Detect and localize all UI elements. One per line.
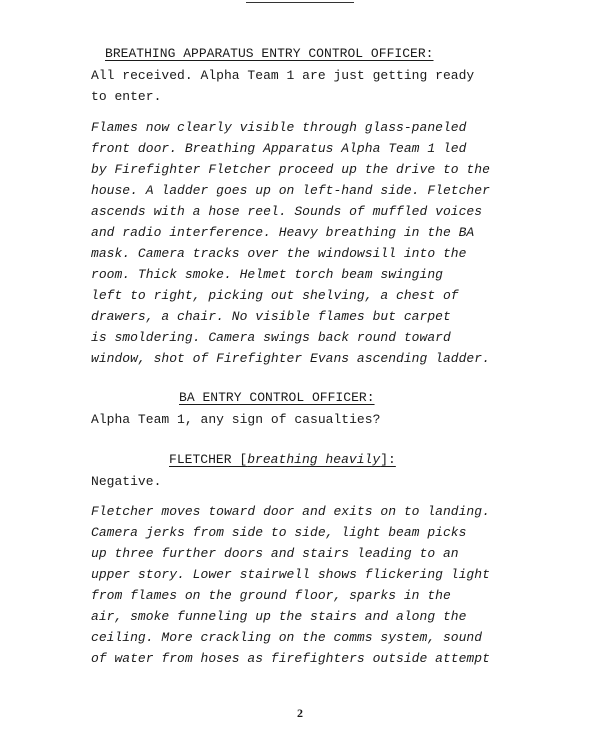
speaker-name: FLETCHER [ bbox=[169, 452, 248, 467]
action-line: Camera jerks from side to side, light beam picks bbox=[91, 525, 467, 540]
speaker-heading: BREATHING APPARATUS ENTRY CONTROL OFFICER: bbox=[105, 46, 434, 61]
dialogue-line: Alpha Team 1, any sign of casualties? bbox=[91, 412, 381, 427]
action-line: of water from hoses as firefighters outside attempt bbox=[91, 651, 490, 666]
action-line: Flames now clearly visible through glass-paneled bbox=[91, 120, 467, 135]
action-line: window, shot of Firefighter Evans ascending ladder. bbox=[91, 351, 490, 366]
page-number: 2 bbox=[297, 706, 303, 720]
action-line: up three further doors and stairs leading to an bbox=[91, 546, 459, 561]
action-line: air, smoke funneling up the stairs and along the bbox=[91, 609, 467, 624]
dialogue-line: to enter. bbox=[91, 89, 162, 104]
action-line: room. Thick smoke. Helmet torch beam swinging bbox=[91, 267, 443, 282]
action-line: ascends with a hose reel. Sounds of muffled voices bbox=[91, 204, 483, 219]
speaker-direction: breathing heavily bbox=[247, 452, 381, 467]
action-line: mask. Camera tracks over the windowsill into the bbox=[91, 246, 467, 261]
action-line: ceiling. More crackling on the comms system, sound bbox=[91, 630, 483, 645]
top-edge-rule bbox=[246, 0, 354, 3]
action-line: drawers, a chair. No visible flames but carpet bbox=[91, 309, 451, 324]
speaker-bracket: ]: bbox=[380, 452, 396, 467]
action-line: front door. Breathing Apparatus Alpha Team 1 led bbox=[91, 141, 467, 156]
action-line: is smoldering. Camera swings back round toward bbox=[91, 330, 451, 345]
dialogue-line: Negative. bbox=[91, 474, 162, 489]
action-line: Fletcher moves toward door and exits on to landing. bbox=[91, 504, 490, 519]
action-line: house. A ladder goes up on left-hand side. Fletcher bbox=[91, 183, 490, 198]
action-line: upper story. Lower stairwell shows flickering light bbox=[91, 567, 490, 582]
action-line: and radio interference. Heavy breathing in the BA bbox=[91, 225, 475, 240]
speaker-heading bbox=[169, 449, 396, 470]
action-line: from flames on the ground floor, sparks in the bbox=[91, 588, 451, 603]
dialogue-line: All received. Alpha Team 1 are just getting ready bbox=[91, 68, 475, 83]
speaker-heading: BA ENTRY CONTROL OFFICER: bbox=[179, 390, 375, 405]
action-line: left to right, picking out shelving, a chest of bbox=[91, 288, 459, 303]
action-line: by Firefighter Fletcher proceed up the drive to the bbox=[91, 162, 490, 177]
